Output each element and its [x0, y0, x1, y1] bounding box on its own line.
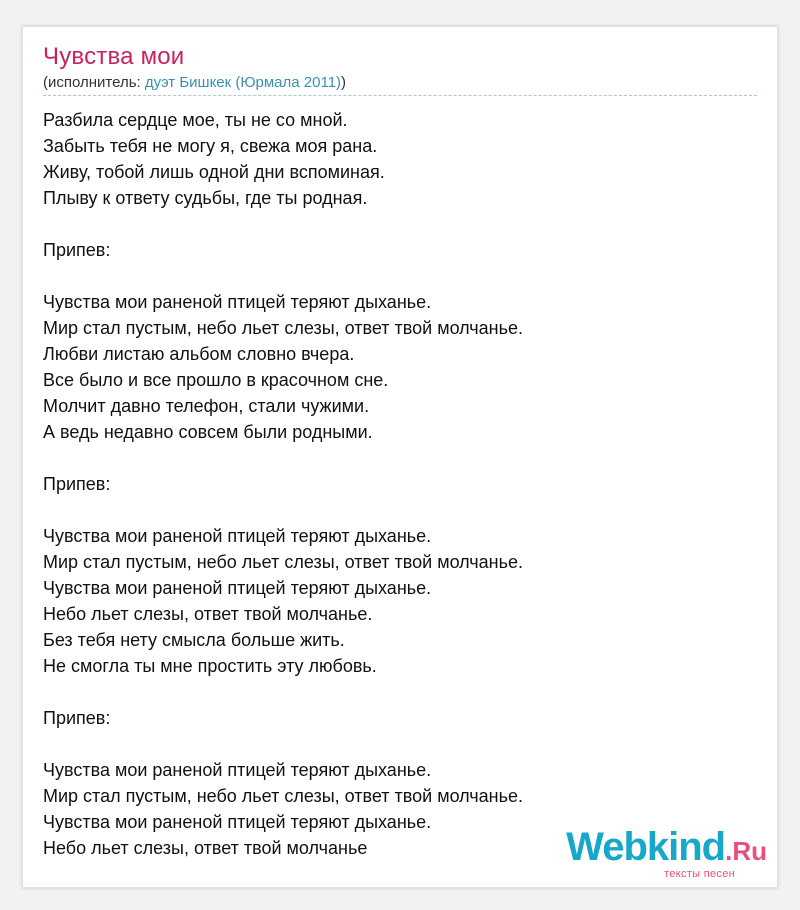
lyric-line: Живу, тобой лишь одной дни вспоминая. — [43, 162, 385, 182]
lyric-line: Припев: — [43, 708, 111, 728]
lyric-line: Чувства мои раненой птицей теряют дыханье. — [43, 526, 432, 546]
lyric-line: Забыть тебя не могу я, свежа моя рана. — [43, 136, 378, 156]
title-divider — [43, 95, 757, 96]
logo-brand: Webkind — [566, 825, 726, 869]
lyric-line: Без тебя нету смысла больше жить. — [43, 630, 345, 650]
site-logo[interactable] — [566, 823, 773, 885]
lyric-blank-line — [43, 679, 743, 705]
lyric-line: Разбила сердце мое, ты не со мной. — [43, 110, 348, 130]
logo-tagline: тексты песен — [664, 868, 735, 880]
lyric-line: Чувства мои раненой птицей теряют дыханье. — [43, 292, 432, 312]
lyric-line: Мир стал пустым, небо льет слезы, ответ твой молчанье. — [43, 318, 524, 338]
lyrics-body — [43, 107, 743, 861]
lyric-line: А ведь недавно совсем были родными. — [43, 422, 373, 442]
performer-prefix: (исполнитель: — [43, 74, 145, 91]
logo-wordmark — [566, 825, 767, 870]
lyric-line: Все было и все прошло в красочном сне. — [43, 370, 389, 390]
lyric-line: Мир стал пустым, небо льет слезы, ответ твой молчанье. — [43, 552, 524, 572]
lyric-line: Плыву к ответу судьбы, где ты родная. — [43, 188, 368, 208]
performer-link[interactable]: дуэт Бишкек (Юрмала 2011) — [144, 74, 342, 91]
lyric-line: Небо льет слезы, ответ твой молчанье — [43, 838, 368, 858]
performer-line — [43, 74, 346, 91]
lyric-line: Небо льет слезы, ответ твой молчанье. — [43, 604, 373, 624]
lyric-blank-line — [43, 211, 743, 237]
lyric-line: Молчит давно телефон, стали чужими. — [43, 396, 370, 416]
lyric-line: Мир стал пустым, небо льет слезы, ответ твой молчанье. — [43, 786, 524, 806]
lyric-line: Чувства мои раненой птицей теряют дыханье. — [43, 760, 432, 780]
lyric-blank-line — [43, 445, 743, 471]
lyrics-card — [22, 26, 778, 888]
lyric-blank-line — [43, 263, 743, 289]
lyric-line: Чувства мои раненой птицей теряют дыханье. — [43, 578, 432, 598]
lyric-line: Любви листаю альбом словно вчера. — [43, 344, 355, 364]
lyric-line: Припев: — [43, 474, 111, 494]
song-title: Чувства мои — [43, 43, 185, 70]
performer-suffix: ) — [341, 74, 347, 91]
logo-tld: .Ru — [725, 836, 767, 866]
lyric-line: Припев: — [43, 240, 111, 260]
lyric-blank-line — [43, 497, 743, 523]
lyric-blank-line — [43, 731, 743, 757]
lyric-line: Не смогла ты мне простить эту любовь. — [43, 656, 377, 676]
lyric-line: Чувства мои раненой птицей теряют дыханье. — [43, 812, 432, 832]
